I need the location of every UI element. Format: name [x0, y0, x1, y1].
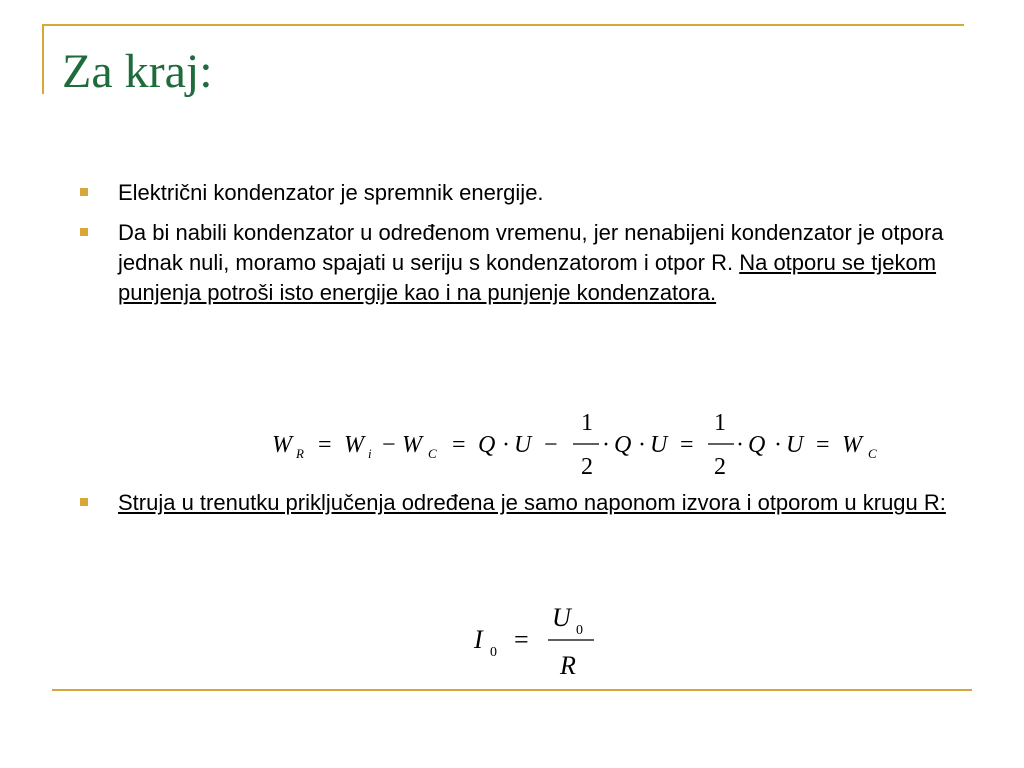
eq-symbol: Q — [478, 432, 496, 458]
eq-operator: · — [602, 432, 610, 458]
eq-symbol: Q — [748, 432, 766, 458]
eq-symbol: W — [402, 432, 422, 458]
bullet-text: Električni kondenzator je spremnik energije. — [118, 180, 544, 205]
eq-numerator: 1 — [581, 410, 593, 436]
eq-operator: = — [318, 432, 332, 458]
eq-symbol: W — [344, 432, 364, 458]
eq-operator: · — [638, 432, 646, 458]
eq-symbol: W — [272, 432, 292, 458]
eq-subscript: i — [368, 446, 372, 461]
frame-left-line — [42, 24, 44, 94]
eq-operator: · — [774, 432, 782, 458]
slide-title: Za kraj: — [62, 45, 213, 98]
eq-subscript: C — [428, 446, 437, 461]
eq-symbol: U — [514, 432, 532, 458]
eq-subscript: 0 — [576, 623, 583, 638]
eq-operator: = — [680, 432, 694, 458]
eq-symbol: I — [474, 625, 483, 654]
eq-numerator: U — [552, 603, 571, 632]
bullet-square-icon — [80, 188, 88, 196]
energy-equation — [268, 408, 888, 484]
eq-symbol: U — [786, 432, 804, 458]
eq-operator: · — [502, 432, 510, 458]
frame-top-line — [42, 24, 964, 26]
eq-symbol: W — [842, 432, 862, 458]
bullet-square-icon — [80, 228, 88, 236]
eq-operator: · — [736, 432, 744, 458]
eq-subscript: R — [296, 446, 304, 461]
frame-bottom-line — [52, 689, 972, 691]
eq-subscript: C — [868, 446, 877, 461]
eq-symbol: U — [650, 432, 668, 458]
eq-denominator: 2 — [714, 454, 726, 480]
bullet-underlined-text: Na otporu se tjekom punjenja potroši isto energije kao i na punjenje kondenzatora. — [118, 250, 937, 305]
bullet-text — [118, 488, 968, 518]
bullet-text — [118, 218, 968, 308]
bullet-underlined-text: Struja u trenutku priključenja određena je samo naponom izvora i otporom u krugu R: — [118, 490, 946, 515]
eq-operator: = — [514, 625, 529, 654]
bullet-plain-text: Da bi nabili kondenzator u određenom vremenu, jer nenabijeni kondenzator je otpora jednak nuli, moramo spajati u seriju s kondenzatorom i otpor R. — [118, 220, 944, 275]
eq-operator: = — [452, 432, 466, 458]
eq-subscript: 0 — [490, 645, 497, 660]
eq-operator: − — [544, 432, 558, 458]
eq-operator: − — [382, 432, 396, 458]
eq-denominator: R — [560, 651, 576, 680]
eq-numerator: 1 — [714, 410, 726, 436]
bullet-square-icon — [80, 498, 88, 506]
eq-denominator: 2 — [581, 454, 593, 480]
current-equation — [466, 598, 606, 682]
eq-operator: = — [816, 432, 830, 458]
eq-symbol: Q — [614, 432, 632, 458]
